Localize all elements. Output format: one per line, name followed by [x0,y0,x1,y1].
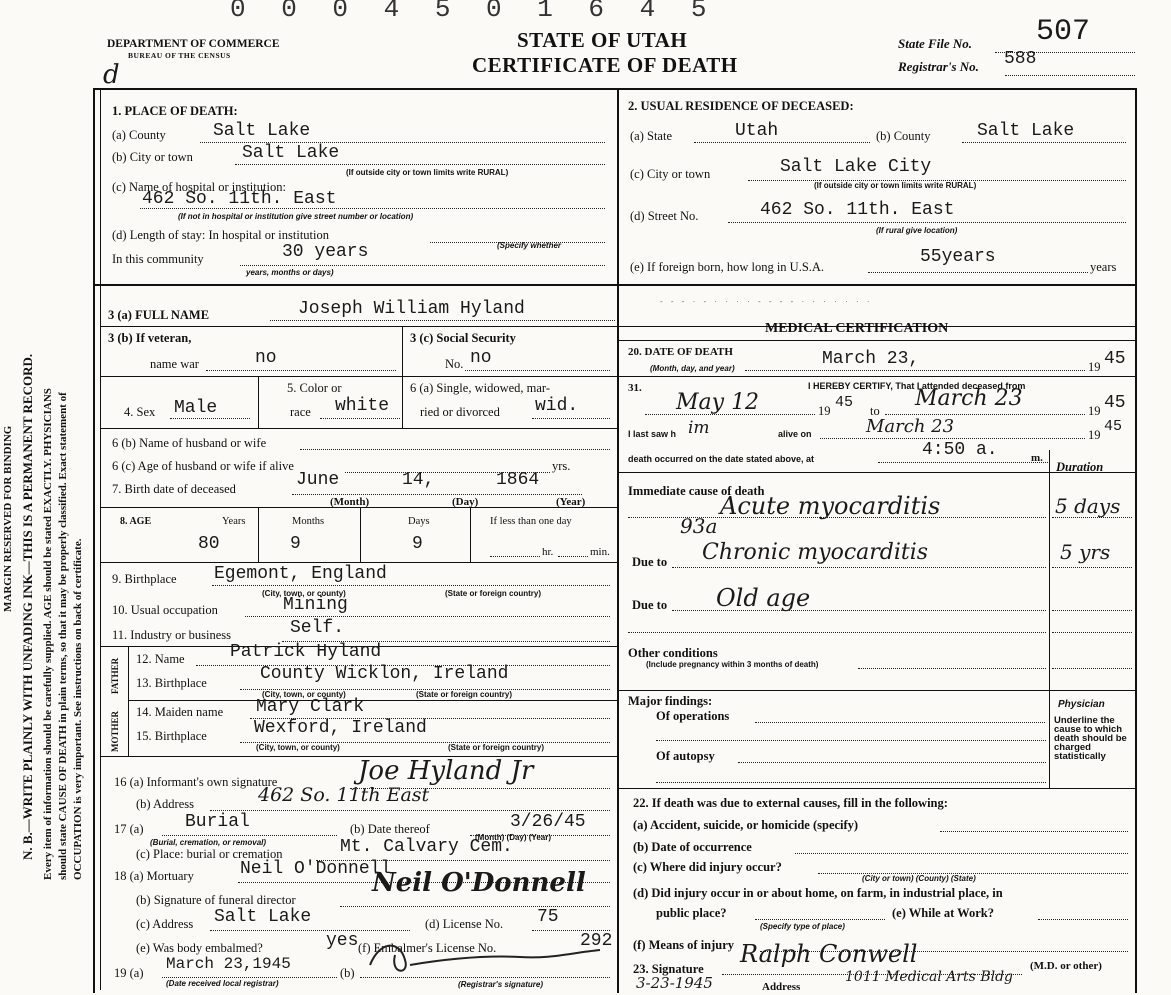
sex-label: 4. Sex [124,405,156,419]
mother-bp-city-note: (City, town, or county) [256,743,340,752]
res-state-value: Utah [735,121,779,141]
informant-address: 462 So. 11th East [258,784,430,806]
immediate-duration: 5 days [1055,494,1121,518]
residence-heading: 2. USUAL RESIDENCE OF DECEASED: [628,99,854,113]
res-street-label: (d) Street No. [630,209,699,223]
specify-note-2: years, months or days) [246,268,334,277]
burial-place-label: (c) Place: burial or cremation [136,847,283,861]
registrar-number: 588 [1004,49,1037,69]
certify-label: 31. [628,382,642,394]
birth-day: 14, [402,470,435,490]
registrar-note: (Registrar's signature) [458,980,544,989]
day-note: (Day) [452,496,479,508]
res-city-note: (If outside city or town limits write RURAL) [814,181,977,190]
mortuary-value: Neil O'Donnell [240,859,392,879]
due-to-2-label: Due to [632,598,668,612]
mother-side-label: MOTHER [110,710,120,752]
embalmed-value: yes [326,931,359,951]
signature-label: 23. Signature [633,962,704,976]
margin-instruction-2: should state CAUSE OF DEATH in plain terms, so that it may be properly classified. Exact statement of [57,392,69,880]
lastsaw-label: I last saw h [628,429,677,439]
birth-month: June [296,470,340,490]
mother-birthplace-label: 15. Birthplace [136,729,207,743]
industry-value: Self. [290,618,345,638]
atwork-label: (e) While at Work? [892,906,994,920]
immediate-cause: Acute myocarditis [720,492,941,520]
md-label: (M.D. or other) [1030,960,1102,972]
informant-address-label: (b) Address [136,797,194,811]
race-label: race [290,405,311,419]
res-street-note: (If rural give location) [876,226,958,235]
embalmer-license-label: (f) Embalmer's License No. [358,941,497,955]
state-file-number: 507 [1036,15,1091,49]
physician-note-2: Underline the cause to which death should be charged statistically [1054,715,1127,762]
veteran-label: 3 (b) If veteran, [108,331,192,345]
father-bp-city-note: (City, town, or county) [262,690,346,699]
age-days: 9 [412,534,423,554]
month-note: (Month) [330,496,370,508]
filed-label: 19 (a) [114,966,144,980]
age-years-label: Years [222,516,246,527]
marital-value: wid. [535,396,579,416]
autopsy-label: Of autopsy [656,749,715,763]
mortuary-label: 18 (a) Mortuary [114,869,194,883]
death-city-note: (If outside city or town limits write RURAL) [346,168,509,177]
dod-year: 45 [1104,349,1126,369]
duration-label: Duration [1056,460,1104,474]
marital-label-1: 6 (a) Single, widowed, mar- [410,381,550,395]
where-note: (City or town) (County) (State) [862,874,976,883]
hr-label: hr. [542,546,554,558]
mortuary-address-label: (c) Address [136,917,194,931]
birth-date-label: 7. Birth date of deceased [112,482,236,496]
year-note: (Year) [556,496,586,508]
license-label: (d) License No. [425,917,504,931]
ss-label: 3 (c) Social Security [410,331,516,345]
burial-date-value: 3/26/45 [510,812,586,832]
res-city-value: Salt Lake City [780,157,932,177]
medical-heading: MEDICAL CERTIFICATION [765,321,949,336]
embalmer-license-value: 292 [580,931,613,951]
burial-date-label: (b) Date thereof [350,822,430,836]
public-place-label: public place? [656,906,727,920]
war-label: name war [150,357,199,371]
marital-label-2: ried or divorced [420,405,500,419]
informant-signature: Joe Hyland Jr [358,756,534,786]
due-to-1-label: Due to [632,555,668,569]
father-birthplace-value: County Wicklon, Ireland [260,664,509,684]
industry-label: 11. Industry or business [112,628,231,642]
due-to-2: Old age [716,584,811,612]
age-months: 9 [290,534,301,554]
external-causes-label: 22. If death was due to external causes, fill in the following: [633,796,948,810]
certificate-title: CERTIFICATE OF DEATH [472,53,738,77]
age-days-label: Days [408,516,430,527]
director-sig-label: (b) Signature of funeral director [136,893,296,907]
due-to-1: Chronic myocarditis [702,540,929,565]
operations-label: Of operations [656,709,730,723]
alive-label: alive on [778,429,812,439]
attended-from: May 12 [676,390,760,415]
lastsaw-year: 45 [1104,418,1123,435]
mother-name-value: Mary Clark [256,697,365,717]
birth-year: 1864 [496,470,540,490]
accident-label: (a) Accident, suicide, or homicide (specify) [633,818,859,832]
father-name-value: Patrick Hyland [230,642,382,662]
registrar-signature-mark [360,935,620,980]
mortuary-address: Salt Lake [214,907,312,927]
age-label: 8. AGE [120,516,152,527]
filed-value: March 23,1945 [166,955,291,973]
dod-prefix: 19 [1088,360,1101,374]
age-lessday-label: If less than one day [490,516,572,527]
father-side-label: FATHER [110,657,120,694]
res-street-value: 462 So. 11th. East [760,200,955,220]
mother-name-label: 14. Maiden name [136,705,224,719]
spouse-label: 6 (b) Name of husband or wife [112,436,267,450]
margin-permanent-record: N. B.—WRITE PLAINLY WITH UNFADING INK—THIS IS A PERMANENT RECORD. [20,353,35,860]
where-label: (c) Where did injury occur? [633,860,782,874]
dod-note: (Month, day, and year) [650,364,735,373]
license-value: 75 [537,907,559,927]
hospital-value: 462 So. 11th. East [142,189,337,209]
birthplace-label: 9. Birthplace [112,572,177,586]
margin-binding-label: MARGIN RESERVED FOR BINDING [2,425,14,612]
disposition-value: Burial [185,812,250,832]
state-file-label: State File No. [898,36,973,51]
physician-note: Physician [1058,699,1105,710]
address-label: Address [762,981,801,993]
father-name-label: 12. Name [136,652,185,666]
res-state-label: (a) State [630,129,672,143]
disposition-note: (Burial, cremation, or removal) [150,838,267,847]
death-time-unit: m. [1031,452,1043,464]
serial-number: 0 0 0 4 5 0 1 6 4 5 [230,0,717,24]
spouse-age-unit: yrs. [552,459,571,473]
full-name-value: Joseph William Hyland [298,299,525,319]
burial-place-value: Mt. Calvary Cem. [340,837,513,857]
attended-to: March 23 [915,386,1023,411]
res-county-label: (b) County [876,129,931,143]
death-county-value: Salt Lake [213,121,311,141]
sex-value: Male [174,398,218,418]
full-name-label: 3 (a) FULL NAME [108,308,210,322]
means-label: (f) Means of injury [633,938,735,952]
occupation-value: Mining [283,595,348,615]
death-city-value: Salt Lake [242,143,340,163]
other-conditions-label: Other conditions [628,646,718,660]
filed-note: (Date received local registrar) [166,979,279,988]
foreign-label: (e) If foreign born, how long in U.S.A. [630,260,825,274]
physician-address: 1011 Medical Arts Bldg [845,969,1014,985]
stay-label: (d) Length of stay: In hospital or institution [112,228,329,242]
occurrence-label: (b) Date of occurrence [633,840,752,854]
certify-text: I HEREBY CERTIFY, That I attended deceased from [808,381,1026,391]
res-city-label: (c) City or town [630,167,711,181]
registrar-sig-label: (b) [340,966,355,980]
lastsaw-date: March 23 [866,416,955,437]
hospital-label: (c) Name of hospital or institution: [112,180,286,194]
immediate-cause-label: Immediate cause of death [628,484,765,498]
disposition-label: 17 (a) [114,822,144,836]
attended-from-year: 45 [835,394,854,411]
registrar-label: Registrar's No. [898,59,979,74]
occupation-label: 10. Usual occupation [112,603,218,617]
color-label: 5. Color or [287,381,342,395]
min-label: min. [590,546,610,558]
ss-no-label: No. [445,357,464,371]
foreign-unit: years [1090,260,1117,274]
immediate-code: 93a [680,514,718,538]
death-city-label: (b) City or town [112,150,193,164]
director-signature: Neil O'Donnell [372,868,586,898]
father-birthplace-label: 13. Birthplace [136,676,207,690]
margin-instruction-3: OCCUPATION is very important. See instructions on back of certificate. [72,538,84,880]
mother-bp-state-note: (State or foreign country) [448,743,545,752]
major-findings-label: Major findings: [628,694,713,708]
dod-value: March 23, [822,349,920,369]
spouse-age-label: 6 (c) Age of husband or wife if alive [112,459,294,473]
margin-instruction-1: Every item of information should be carefully supplied. AGE should be stated EXACTLY. PHYSICIANS [42,388,54,880]
community-value: 30 years [282,242,369,262]
bureau: BUREAU OF THE CENSUS [128,51,231,60]
death-certificate-page: MARGIN RESERVED FOR BINDING N. B.—WRITE PLAINLY WITH UNFADING INK—THIS IS A PERMANENT RECORD. Every item of information should be carefully supplied. AGE should be stated EXACTLY. PHYSICIANS should state CAUSE OF DEATH in plain terms, so that it may be properly classified. Exact statement of OCCUPATION is very important. See instructions on back of certificate. 0 0 0 4 5 0 1 6 4 5 DEPARTMENT OF COMMERCE BUREAU OF THE CENSUS STATE OF UTAH CERTIFICATE OF DEATH State File No. 507 Registrar's No. 588 d 1. PLACE OF DEATH: (a) County Salt Lake (b) City or town Salt Lake (If outside city or town limits write RURAL) (c) Name of hospital or institution: 462 So. 11th. East (If not in hospital or institution give street number or location) (d) Length of stay: In hospital or institution (Specify whether In this community 30 years years, months or days) 2. USUAL RESIDENCE OF DECEASED: (a) State Utah (b) County Salt Lake (c) City or town Salt Lake City (If outside city or town limits write RURAL) (d) Street No. 462 So. 11th. East (If rural give location) (e) If foreign born, how long in U.S.A. 55years years 3 (a) FULL NAME Joseph William Hyland - - - · - · · · · - - - - · · · · · · · 3 (b) If veteran, name war no 3 (c) Social Security No. no 4. Sex Male 5. Color or race white 6 (a) Single, widowed, mar- ried or divorced wid. 6 (b) Name of husband or wife 6 (c) Age of husband or wife if alive yrs. 7. Birth date of deceased June 14, 1864 (Month) (Day) (Year) 8. AGE Years Months Days If less than one day 80 9 9 hr. min. 9. Birthplace Egemont, England (City, town, or county) (State or foreign country) 10. Usual occupation Mining 11. Industry or business Self. FATHER MOTHER 12. Name Patrick Hyland 13. Birthplace County Wicklon, Ireland (City, town, or county) (State or foreign country) 14. Maiden name Mary Clark 15. Birthplace Wexford, Ireland (City, town, or county) (State or foreign country) 16 (a) Informant's own signature Joe Hyland Jr (b) Address 462 So. 11th East 17 (a) Burial (Burial, cremation, or removal) (b) Date thereof 3/26/45 (Month) (Day) (Year) (c) Place: burial or cremation Mt. Calvary Cem. 18 (a) Mortuary Neil O'Donnell (b) Signature of funeral director Neil O'Donnell (c) Address Salt Lake (d) License No. 75 (e) Was body embalmed? yes (f) Embalmer's License No. 292 19 (a) March 23,1945 (Date received local registrar) (b) (Registrar's signature) MEDICAL CERTIFICATION 20. DATE OF DEATH (Month, day, and year) March 23, 19 45 31. I HEREBY CERTIFY, That I attended deceased from May 12 19 45 to March 23 19 45 I last saw h im alive on March 23 19 45 death occurred on the date stated above, at 4:50 a. m. Duration Immediate cause of death Acute myocarditis 5 days 93a Due to Chronic myocarditis 5 yrs Due to Old age Other conditions (Include pregnancy within 3 months of death) Major findings: Of operations Of autopsy Physician Underline the cause to which death should be charged statistically 22. If death was due to external causes, fill in the following: (a) Accident, suicide, or homicide (specify) (b) Date of occurrence (c) Where did injury occur? (City or town) (County) (State) (d) Did injury occur in or about home, on farm, in industrial place, in public place? (Specify type of place) (e) While at Work? (f) Means of injury 23. Signature Ralph Conwell (M.D. or other) 3-23-1945 Address 1011 Medical Arts Bldg [0,0,1171,995]
lastsaw-him: im [688,418,710,438]
mother-birthplace-value: Wexford, Ireland [254,718,427,738]
death-time: 4:50 a. [922,440,998,460]
department: DEPARTMENT OF COMMERCE [107,38,280,50]
home-label: (d) Did injury occur in or about home, on farm, in industrial place, in [633,886,1003,900]
foreign-value: 55years [920,247,996,267]
public-place-note: (Specify type of place) [760,922,845,931]
due-to-1-duration: 5 yrs [1060,540,1111,564]
dod-label: 20. DATE OF DEATH [628,346,733,358]
age-months-label: Months [292,516,325,527]
race-value: white [335,396,390,416]
father-bp-state-note: (State or foreign country) [416,690,513,699]
attended-to-year: 45 [1104,393,1126,413]
signature-date: 3-23-1945 [636,974,713,992]
state-title: STATE OF UTAH [517,28,688,52]
place-of-death-heading: 1. PLACE OF DEATH: [112,104,238,118]
burial-date-note: (Month) (Day) (Year) [475,833,551,842]
other-conditions-note: (Include pregnancy within 3 months of death) [646,660,819,669]
war-value: no [255,348,277,368]
age-years: 80 [198,534,220,554]
embalmed-label: (e) Was body embalmed? [136,941,263,955]
death-county-label: (a) County [112,128,166,142]
community-label: In this community [112,252,204,266]
birthplace-state-note: (State or foreign country) [445,589,542,598]
birthplace-city-note: (City, town, or county) [262,589,346,598]
informant-sig-label: 16 (a) Informant's own signature [114,775,278,789]
ss-value: no [470,348,492,368]
physician-signature: Ralph Conwell [740,940,918,968]
attended-to-label: to [870,404,880,418]
hospital-note: (If not in hospital or institution give street number or location) [178,212,414,221]
res-county-value: Salt Lake [977,121,1075,141]
occurred-label: death occurred on the date stated above, at [628,454,815,464]
birthplace-value: Egemont, England [214,564,387,584]
specify-note: (Specify whether [497,241,562,250]
